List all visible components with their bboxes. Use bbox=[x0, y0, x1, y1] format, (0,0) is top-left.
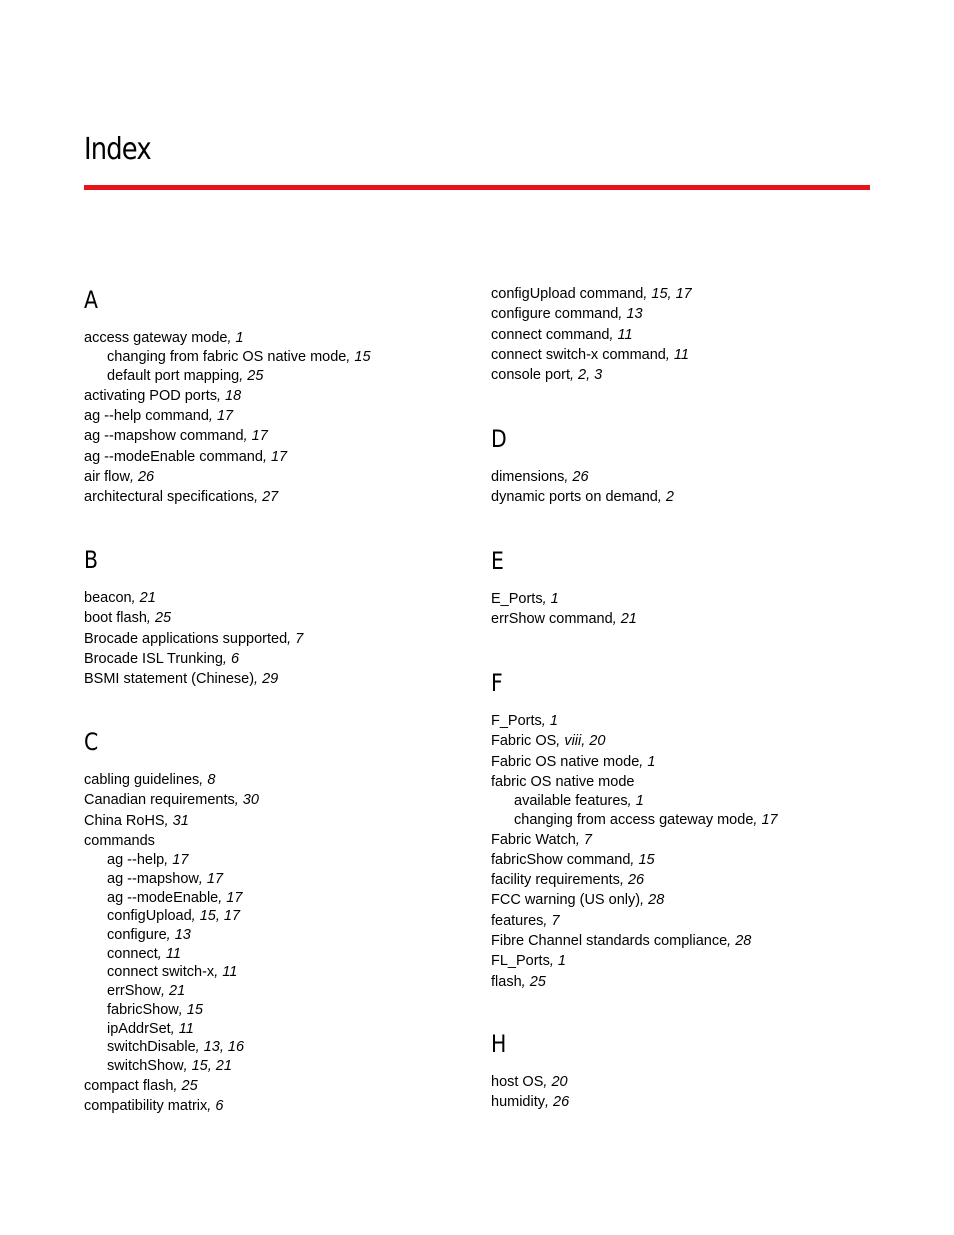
entry-term: configUpload bbox=[107, 908, 192, 925]
entry-pages[interactable]: , 11 bbox=[170, 1020, 194, 1037]
title-rule bbox=[84, 185, 870, 190]
entry-pages[interactable]: , 31 bbox=[164, 812, 189, 829]
index-entry bbox=[84, 790, 484, 810]
entry-term: compatibility matrix bbox=[84, 1097, 208, 1114]
entry-term: host OS bbox=[491, 1074, 544, 1090]
index-section-f bbox=[491, 669, 891, 992]
index-entry bbox=[491, 325, 891, 345]
index-entry bbox=[491, 870, 891, 890]
entry-term: ag --mapshow command bbox=[84, 428, 244, 445]
index-entry bbox=[491, 365, 891, 385]
entry-term: available features bbox=[514, 793, 628, 810]
entry-pages[interactable]: , 25 bbox=[239, 368, 264, 384]
index-section-b bbox=[84, 546, 484, 689]
entry-term: commands bbox=[84, 832, 155, 849]
index-subentry bbox=[84, 851, 484, 870]
entry-pages[interactable]: , 17 bbox=[243, 428, 268, 445]
entry-term: switchDisable bbox=[107, 1039, 196, 1056]
index-entry bbox=[84, 1096, 484, 1116]
entry-pages[interactable]: , 8 bbox=[199, 772, 216, 788]
index-subentry bbox=[84, 870, 484, 889]
entry-term: FL_Ports bbox=[491, 953, 550, 970]
entry-term: connect command bbox=[491, 326, 610, 343]
entry-term: changing from access gateway mode bbox=[514, 811, 754, 828]
index-entry bbox=[491, 1092, 891, 1112]
section-letter: C bbox=[84, 728, 99, 756]
index-entry bbox=[84, 770, 484, 790]
index-entry bbox=[84, 426, 484, 446]
section-letter: F bbox=[491, 669, 503, 697]
section-letter: D bbox=[491, 425, 507, 453]
index-section-d bbox=[491, 425, 891, 508]
entry-pages[interactable]: , 7 bbox=[543, 912, 560, 929]
index-entry bbox=[491, 467, 891, 487]
entry-term: features bbox=[491, 912, 544, 929]
entry-pages[interactable]: , 17 bbox=[208, 408, 234, 424]
entry-term: flash bbox=[491, 973, 522, 990]
entry-term: cabling guidelines bbox=[84, 772, 200, 788]
entry-term: access gateway mode bbox=[84, 330, 228, 346]
index-subentry bbox=[84, 963, 484, 982]
entry-pages[interactable]: , 11 bbox=[665, 346, 689, 363]
entry-pages[interactable]: , 25 bbox=[146, 610, 172, 627]
entry-pages[interactable]: , 11 bbox=[609, 326, 633, 343]
entry-term: architectural specifications bbox=[84, 489, 255, 506]
entry-term: dimensions bbox=[491, 469, 565, 485]
entry-pages[interactable]: , 1 bbox=[541, 713, 558, 729]
section-letter: A bbox=[84, 286, 98, 314]
entry-pages[interactable]: , 17 bbox=[218, 889, 243, 906]
index-entry bbox=[84, 608, 484, 628]
entry-term: Fabric OS native mode bbox=[491, 753, 640, 770]
entry-term: activating POD ports bbox=[84, 387, 217, 404]
index-subentry bbox=[84, 1001, 484, 1020]
entry-pages[interactable]: , 15, 21 bbox=[183, 1057, 232, 1074]
entry-term: facility requirements bbox=[491, 872, 620, 889]
entry-term: fabric OS native mode bbox=[491, 773, 635, 790]
index-entry bbox=[84, 1076, 484, 1096]
index-subentry bbox=[84, 982, 484, 1001]
entry-term: humidity bbox=[491, 1094, 545, 1111]
entry-pages[interactable]: , 26 bbox=[129, 468, 155, 485]
entry-pages[interactable]: , 26 bbox=[564, 469, 589, 485]
entry-term: boot flash bbox=[84, 610, 147, 627]
entry-pages[interactable]: , 21 bbox=[612, 611, 637, 628]
entry-pages[interactable]: , 17 bbox=[262, 448, 288, 465]
index-entry bbox=[84, 467, 484, 487]
entry-term: configure bbox=[107, 927, 167, 943]
entry-term: ipAddrSet bbox=[107, 1020, 171, 1037]
entry-term: dynamic ports on demand bbox=[491, 489, 658, 506]
entry-term: fabricShow command bbox=[491, 851, 631, 868]
index-section-continued bbox=[491, 284, 891, 385]
entry-term: Fabric OS bbox=[491, 733, 557, 750]
index-subentry bbox=[84, 367, 484, 386]
entry-term: China RoHS bbox=[84, 812, 165, 829]
entry-pages[interactable]: , 25 bbox=[521, 973, 546, 990]
index-subentry bbox=[84, 1038, 484, 1057]
index-entry bbox=[84, 669, 484, 689]
entry-term: ag --modeEnable bbox=[107, 889, 219, 906]
entry-pages[interactable]: , 15 bbox=[178, 1001, 203, 1018]
entry-term: FCC warning (US only) bbox=[491, 892, 641, 909]
entry-pages[interactable]: , 28 bbox=[727, 933, 752, 950]
index-entry bbox=[84, 649, 484, 669]
entry-pages[interactable]: , 13 bbox=[618, 306, 643, 323]
section-letter: H bbox=[491, 1030, 507, 1058]
index-subentry bbox=[84, 907, 484, 926]
index-entry bbox=[84, 328, 484, 348]
index-entry bbox=[491, 304, 891, 324]
entry-pages[interactable]: , 2, 3 bbox=[570, 367, 603, 384]
entry-term: errShow command bbox=[491, 611, 613, 628]
index-entry bbox=[491, 609, 891, 629]
entry-term: errShow bbox=[107, 983, 161, 1000]
entry-pages[interactable]: , 17 bbox=[753, 811, 778, 828]
entry-term: ag --mapshow bbox=[107, 870, 199, 887]
index-entry bbox=[491, 1072, 891, 1092]
index-subentry bbox=[84, 889, 484, 908]
index-entry bbox=[491, 772, 891, 792]
entry-pages[interactable]: , 30 bbox=[234, 792, 259, 809]
entry-pages[interactable]: , 1 bbox=[227, 330, 244, 346]
entry-term: Brocade applications supported bbox=[84, 630, 288, 647]
entry-pages[interactable]: , 1 bbox=[549, 953, 566, 970]
entry-pages[interactable]: , 15 bbox=[346, 349, 371, 366]
index-entry bbox=[84, 811, 484, 831]
entry-pages[interactable]: , 2 bbox=[657, 489, 674, 506]
entry-term: Brocade ISL Trunking bbox=[84, 650, 223, 667]
index-entry bbox=[84, 487, 484, 507]
index-entry bbox=[84, 831, 484, 851]
entry-pages[interactable]: , 27 bbox=[254, 489, 279, 506]
entry-term: Fabric Watch bbox=[491, 831, 576, 848]
entry-term: connect switch-x command bbox=[491, 346, 666, 363]
entry-term: connect switch-x bbox=[107, 964, 215, 981]
entry-pages[interactable]: , viii, 20 bbox=[556, 733, 606, 750]
index-entry bbox=[84, 588, 484, 608]
index-subentry bbox=[84, 945, 484, 964]
entry-pages[interactable]: , 11 bbox=[214, 964, 238, 981]
index-subentry bbox=[491, 792, 891, 811]
index-section-e bbox=[491, 547, 891, 630]
entry-pages[interactable]: , 13, 16 bbox=[195, 1039, 245, 1056]
entry-pages[interactable]: , 7 bbox=[575, 831, 592, 848]
index-section-h bbox=[491, 1030, 891, 1113]
index-entry bbox=[84, 629, 484, 649]
section-letter: E bbox=[491, 547, 504, 575]
entry-term: beacon bbox=[84, 590, 132, 606]
index-entry bbox=[491, 951, 891, 971]
entry-pages[interactable]: , 17 bbox=[164, 852, 189, 869]
entry-pages[interactable]: , 15, 17 bbox=[643, 286, 692, 302]
index-entry bbox=[491, 752, 891, 772]
index-entry bbox=[491, 731, 891, 751]
entry-term: air flow bbox=[84, 468, 130, 485]
entry-pages[interactable]: , 7 bbox=[287, 630, 304, 647]
entry-pages[interactable]: , 25 bbox=[173, 1077, 198, 1094]
section-letter: B bbox=[84, 546, 98, 574]
index-entry bbox=[491, 911, 891, 931]
index-entry bbox=[491, 284, 891, 304]
index-subentry bbox=[84, 1020, 484, 1039]
index-subentry bbox=[84, 348, 484, 367]
entry-pages[interactable]: , 1 bbox=[627, 793, 644, 810]
entry-pages[interactable]: , 15 bbox=[630, 851, 655, 868]
entry-pages[interactable]: , 28 bbox=[640, 892, 665, 909]
entry-term: fabricShow bbox=[107, 1001, 179, 1018]
index-entry bbox=[491, 345, 891, 365]
entry-term: compact flash bbox=[84, 1077, 174, 1094]
entry-term: default port mapping bbox=[107, 368, 240, 384]
index-section-a bbox=[84, 286, 484, 507]
index-subentry bbox=[491, 811, 891, 830]
index-entry bbox=[84, 447, 484, 467]
entry-pages[interactable]: , 6 bbox=[207, 1097, 224, 1114]
index-entry bbox=[491, 487, 891, 507]
entry-pages[interactable]: , 20 bbox=[543, 1074, 568, 1090]
entry-term: F_Ports bbox=[491, 713, 542, 729]
entry-pages[interactable]: , 29 bbox=[254, 671, 279, 688]
index-entry bbox=[491, 711, 891, 731]
entry-term: switchShow bbox=[107, 1057, 184, 1074]
entry-term: ag --help bbox=[107, 852, 165, 869]
index-entry bbox=[491, 890, 891, 910]
entry-term: connect bbox=[107, 945, 158, 962]
entry-pages[interactable]: , 26 bbox=[545, 1094, 570, 1111]
index-section-c bbox=[84, 728, 484, 1116]
entry-pages[interactable]: , 1 bbox=[542, 591, 559, 607]
entry-term: changing from fabric OS native mode bbox=[107, 349, 347, 366]
entry-pages[interactable]: , 17 bbox=[198, 870, 224, 887]
entry-pages[interactable]: , 21 bbox=[161, 983, 186, 1000]
index-entry bbox=[491, 931, 891, 951]
entry-term: BSMI statement (Chinese) bbox=[84, 671, 255, 688]
index-subentry bbox=[84, 1057, 484, 1076]
entry-term: Canadian requirements bbox=[84, 792, 235, 809]
entry-term: configUpload command bbox=[491, 286, 644, 302]
entry-term: E_Ports bbox=[491, 591, 543, 607]
entry-pages[interactable]: , 6 bbox=[222, 650, 240, 667]
index-entry bbox=[491, 850, 891, 870]
entry-pages[interactable]: , 18 bbox=[216, 387, 242, 404]
index-entry bbox=[491, 972, 891, 992]
entry-term: ag --modeEnable command bbox=[84, 448, 263, 465]
index-entry bbox=[491, 589, 891, 609]
entry-term: Fibre Channel standards compliance bbox=[491, 933, 728, 950]
entry-pages[interactable]: , 21 bbox=[131, 590, 156, 606]
index-entry bbox=[491, 830, 891, 850]
entry-term: console port bbox=[491, 367, 570, 384]
entry-pages[interactable]: , 11 bbox=[157, 945, 181, 962]
page-title: Index bbox=[84, 132, 151, 167]
entry-pages[interactable]: , 1 bbox=[639, 753, 656, 770]
entry-pages[interactable]: , 13 bbox=[166, 927, 191, 943]
index-entry bbox=[84, 406, 484, 426]
entry-pages[interactable]: , 26 bbox=[619, 872, 645, 889]
entry-pages[interactable]: , 15, 17 bbox=[191, 908, 241, 925]
index-entry bbox=[84, 386, 484, 406]
entry-term: ag --help command bbox=[84, 408, 209, 424]
index-subentry bbox=[84, 926, 484, 945]
entry-term: configure command bbox=[491, 306, 619, 323]
